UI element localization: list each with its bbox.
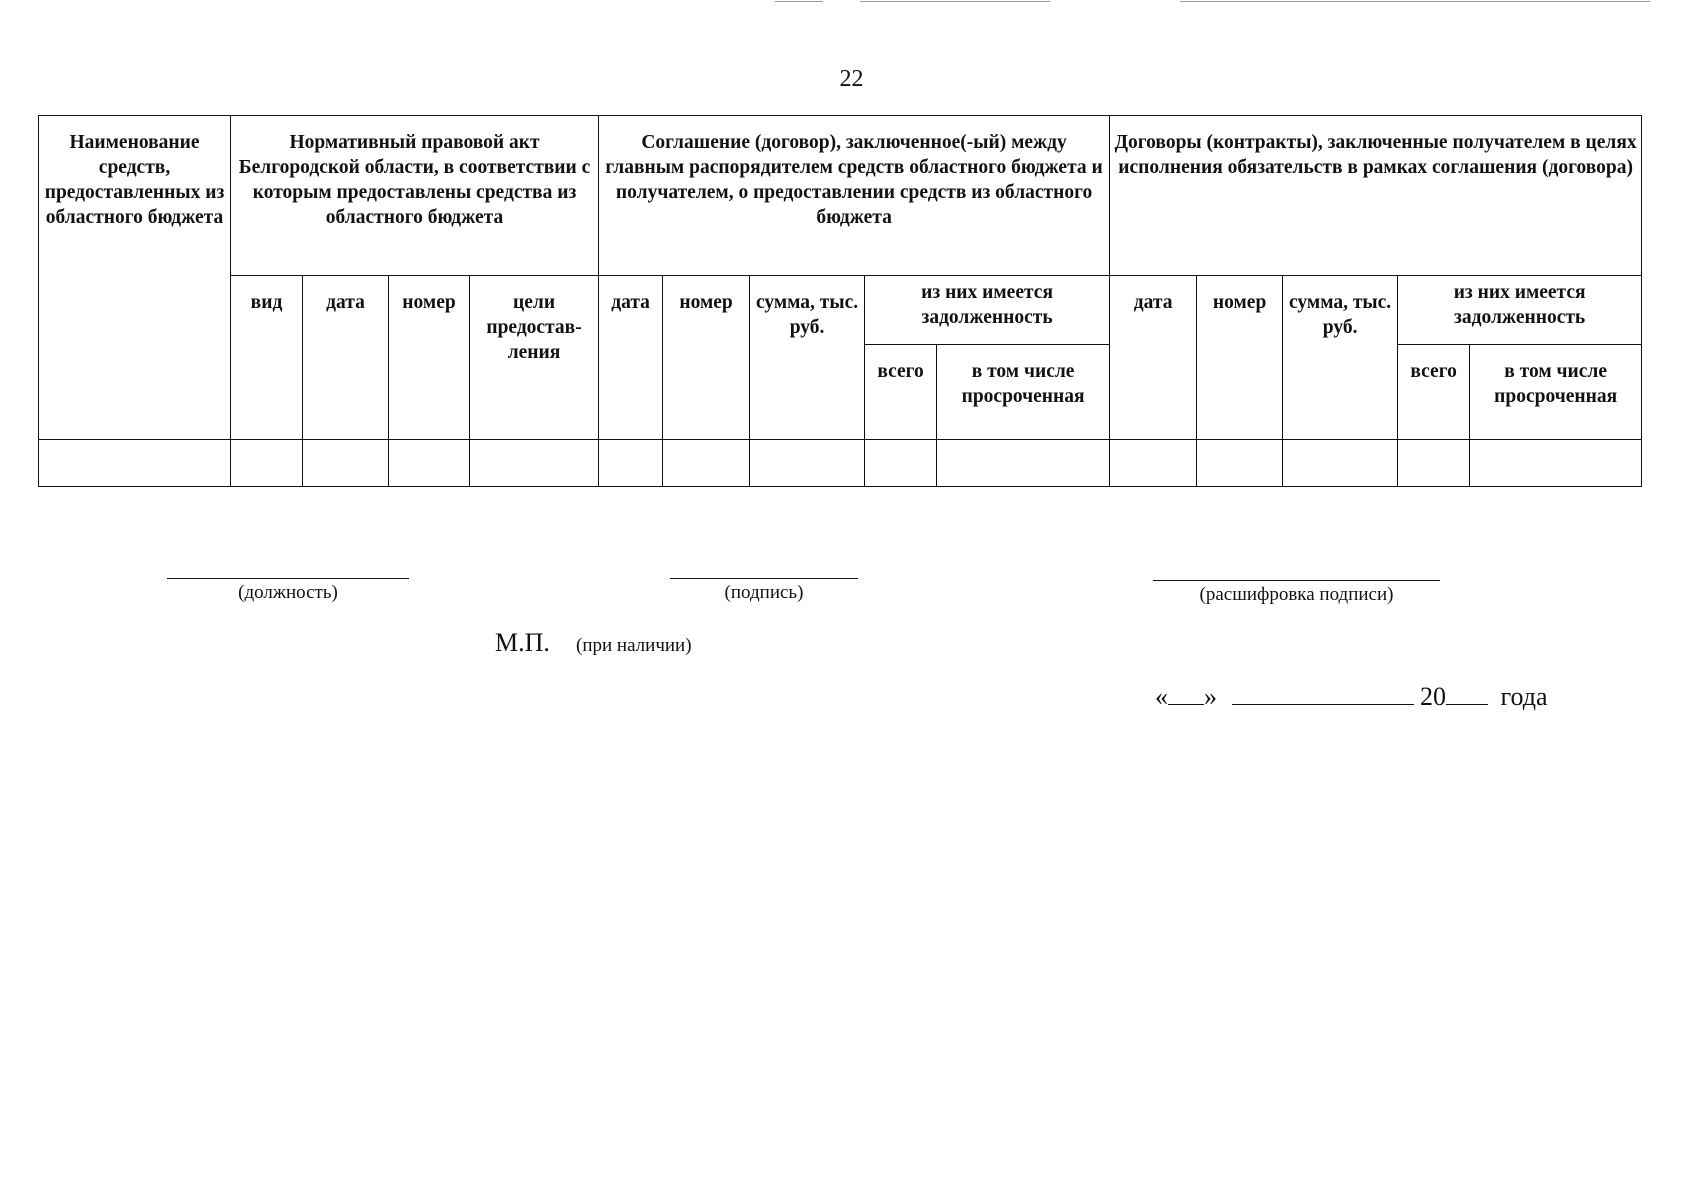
signature-decoding-line[interactable] (1153, 580, 1440, 581)
header-act-purpose: цели предостав-ления (470, 276, 599, 440)
header-agreement-debt-overdue: в том числе просроченная (937, 345, 1110, 440)
signature-line[interactable] (670, 578, 858, 579)
position-line[interactable] (167, 578, 409, 579)
table-cell[interactable] (470, 440, 599, 487)
date-quote-open: « (1155, 682, 1168, 711)
year-suffix: года (1500, 682, 1548, 711)
header-contract-sum: сумма, тыс. руб. (1283, 276, 1398, 440)
page-number: 22 (839, 66, 864, 92)
header-agreement-debt: из них имеется задолженность (865, 276, 1110, 345)
header-act-type: вид (231, 276, 303, 440)
header-contract-number: номер (1197, 276, 1283, 440)
month-blank[interactable] (1232, 703, 1414, 705)
table-cell[interactable] (231, 440, 303, 487)
table-cell[interactable] (937, 440, 1110, 487)
header-contract-debt-overdue: в том числе просроченная (1470, 345, 1642, 440)
year-blank[interactable] (1446, 703, 1488, 705)
table-row (39, 440, 1642, 487)
scan-mark (1180, 1, 1650, 2)
table-cell[interactable] (1283, 440, 1398, 487)
header-act-number: номер (389, 276, 470, 440)
report-table (38, 115, 1642, 487)
header-agreement-debt-total: всего (865, 345, 937, 440)
signature-label: (подпись) (724, 582, 804, 603)
report-table-wrapper (38, 115, 1641, 487)
header-agreement-sum: сумма, тыс. руб. (750, 276, 865, 440)
date-line (1155, 682, 1548, 712)
table-cell[interactable] (303, 440, 389, 487)
header-contract-debt: из них имеется задолженность (1398, 276, 1642, 345)
table-cell[interactable] (750, 440, 865, 487)
scan-mark (775, 1, 823, 2)
header-contracts: Договоры (контракты), заключенные получателем в целях исполнения обязательств в рамках соглашения (договора) (1110, 116, 1642, 276)
stamp-note: (при наличии) (576, 635, 692, 656)
header-agreement-number: номер (663, 276, 750, 440)
table-cell[interactable] (865, 440, 937, 487)
scan-mark (860, 1, 1050, 2)
table-cell[interactable] (1110, 440, 1197, 487)
signature-decoding-label: (расшифровка подписи) (1199, 584, 1394, 605)
header-fund-name: Наименование средств, предоставленных из областного бюджета (39, 116, 231, 440)
header-act-date: дата (303, 276, 389, 440)
position-label: (должность) (238, 582, 338, 603)
header-contract-date: дата (1110, 276, 1197, 440)
date-quote-close: » (1204, 682, 1217, 711)
year-prefix: 20 (1420, 682, 1446, 711)
header-agreement: Соглашение (договор), заключенное(-ый) между главным распорядителем средств областного бюджета и получателем, о предоставлении средств из областного бюджета (599, 116, 1110, 276)
table-cell[interactable] (599, 440, 663, 487)
table-cell[interactable] (389, 440, 470, 487)
table-cell[interactable] (1470, 440, 1642, 487)
header-legal-act: Нормативный правовой акт Белгородской области, в соответствии с которым предоставлены средства из областного бюджета (231, 116, 599, 276)
table-cell[interactable] (663, 440, 750, 487)
stamp-label: М.П. (495, 628, 550, 657)
header-agreement-date: дата (599, 276, 663, 440)
table-cell[interactable] (1398, 440, 1470, 487)
header-contract-debt-total: всего (1398, 345, 1470, 440)
table-cell[interactable] (1197, 440, 1283, 487)
day-blank[interactable] (1168, 703, 1204, 705)
table-cell[interactable] (39, 440, 231, 487)
